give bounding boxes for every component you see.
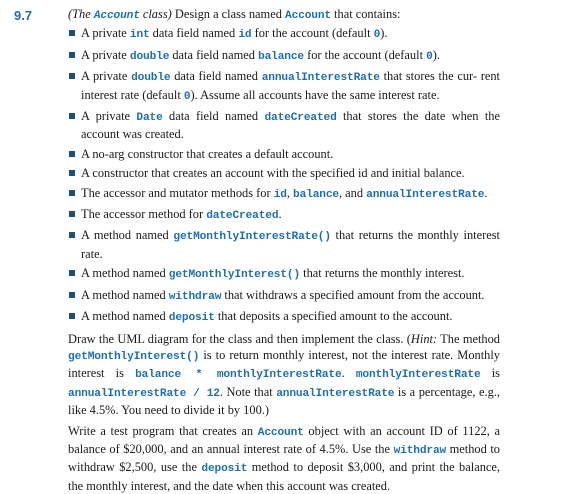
title-class-code: Account — [93, 10, 140, 22]
list-item — [68, 68, 500, 105]
text: object with an account ID of 1122, a balance of $20,000, and an annual interest rate of 4.5%. Use the — [68, 423, 500, 456]
text: that returns the monthly interest rate. — [81, 228, 500, 261]
text: A no-arg constructor that creates a default account. — [81, 146, 334, 161]
text: A constructor that creates an account with the specified id and initial balance. — [81, 166, 465, 181]
bullet-square-icon — [69, 73, 75, 79]
text: A method named — [81, 309, 169, 324]
code: dateCreated — [264, 112, 337, 125]
list-item — [68, 25, 500, 43]
list-item — [68, 146, 500, 162]
text: ). — [380, 26, 388, 41]
code: monthlyInterestRate — [355, 369, 481, 382]
text: . — [341, 366, 356, 381]
text: A private — [81, 109, 137, 124]
code: int — [129, 29, 150, 42]
text: The accessor method for — [81, 207, 207, 222]
text: is a percentage, e.g., like 4.5%. You need to divide it by 100.) — [68, 384, 500, 418]
text: that withdraws a specified amount from the account. — [221, 287, 485, 302]
intro-text: Design a class named — [171, 7, 285, 21]
code: Account — [257, 426, 304, 439]
list-item — [68, 206, 500, 224]
code: getMonthlyInterest() — [168, 269, 301, 282]
text: is to return monthly interest, not the interest rate. Monthly interest is — [68, 347, 500, 381]
uml-paragraph — [68, 331, 500, 419]
text: A private — [81, 47, 130, 62]
bullet-square-icon — [69, 313, 75, 319]
text: data field named — [170, 69, 262, 84]
code: withdraw — [393, 444, 447, 457]
text: Write a test program that creates an — [68, 423, 258, 438]
text: that stores the date when the account was created. — [81, 109, 500, 142]
bullet-square-icon — [69, 190, 75, 196]
list-item — [68, 185, 500, 203]
text: method to withdraw $2,500, use the — [68, 441, 501, 475]
code: getMonthlyInterestRate() — [173, 231, 331, 244]
code: double — [131, 72, 171, 85]
list-item — [68, 308, 500, 326]
bullet-square-icon — [69, 211, 75, 217]
text: data field named — [149, 26, 239, 41]
text: for the account (default — [251, 26, 374, 41]
intro-class-code: Account — [285, 10, 331, 22]
exercise-number: 9.7 — [14, 8, 33, 23]
code: 0 — [426, 50, 433, 63]
text: Draw the UML diagram for the class and then implement the class. ( — [68, 331, 411, 346]
exercise-intro — [68, 6, 500, 24]
text: . — [484, 185, 488, 200]
bullet-square-icon — [69, 30, 75, 36]
list-item — [68, 165, 500, 181]
text: ). Assume all accounts have the same interest rate. — [190, 87, 440, 102]
list-item — [68, 227, 500, 262]
list-item — [68, 47, 500, 65]
code: id — [273, 188, 287, 201]
code: Date — [136, 112, 163, 125]
list-item — [68, 265, 500, 283]
text: data field named — [162, 109, 265, 124]
code: balance — [258, 50, 304, 63]
exercise-body — [68, 6, 500, 494]
requirements-list — [68, 25, 500, 326]
text: A method named — [81, 228, 174, 243]
text: that stores the cur- rent interest rate (default — [81, 69, 500, 102]
text: , — [286, 185, 294, 200]
title-prefix: (The — [68, 7, 94, 21]
code: annualInterestRate — [366, 188, 485, 201]
bullet-square-icon — [69, 170, 75, 176]
text: , and — [338, 185, 367, 200]
text: that deposits a specified amount to the account. — [214, 309, 453, 324]
list-item — [68, 287, 500, 305]
bullet-square-icon — [69, 151, 75, 157]
code: annualInterestRate / 12 — [68, 387, 220, 400]
code: withdraw — [168, 290, 222, 303]
bullet-square-icon — [69, 270, 75, 276]
text: The accessor and mutator methods for — [81, 185, 274, 200]
code: annualInterestRate — [261, 72, 380, 85]
bullet-square-icon — [69, 113, 75, 119]
code: deposit — [168, 312, 215, 325]
text: The method — [437, 331, 500, 346]
intro-text-end: that contains: — [330, 7, 401, 21]
code: 0 — [183, 90, 191, 103]
code: double — [129, 50, 170, 63]
code: getMonthlyInterest() — [68, 350, 200, 363]
code: 0 — [373, 29, 381, 42]
hint-label: Hint: — [410, 331, 438, 346]
text: A method named — [81, 266, 169, 281]
text: method to deposit $3,000, and print the balance, the monthly interest, and the date when this account was created. — [68, 460, 500, 493]
text: A method named — [81, 287, 169, 302]
text: for the account (default — [303, 47, 427, 62]
text: that returns the monthly interest. — [300, 266, 465, 281]
code: balance * monthlyInterestRate — [135, 369, 342, 382]
text: ). — [432, 47, 440, 62]
code: dateCreated — [206, 210, 279, 223]
text: is — [480, 366, 500, 381]
code: deposit — [201, 463, 248, 476]
text: . Note that — [219, 384, 277, 399]
code: id — [238, 29, 252, 42]
bullet-square-icon — [69, 292, 75, 298]
title-suffix: class) — [139, 7, 172, 21]
list-item — [68, 108, 500, 143]
text: data field named — [169, 47, 259, 62]
text: A private — [81, 69, 132, 84]
text: A private — [81, 26, 130, 41]
code: balance — [293, 188, 339, 201]
bullet-square-icon — [69, 52, 75, 58]
code: annualInterestRate — [276, 387, 395, 400]
text: . — [278, 207, 282, 222]
bullet-square-icon — [69, 232, 75, 238]
test-program-paragraph — [68, 423, 500, 494]
